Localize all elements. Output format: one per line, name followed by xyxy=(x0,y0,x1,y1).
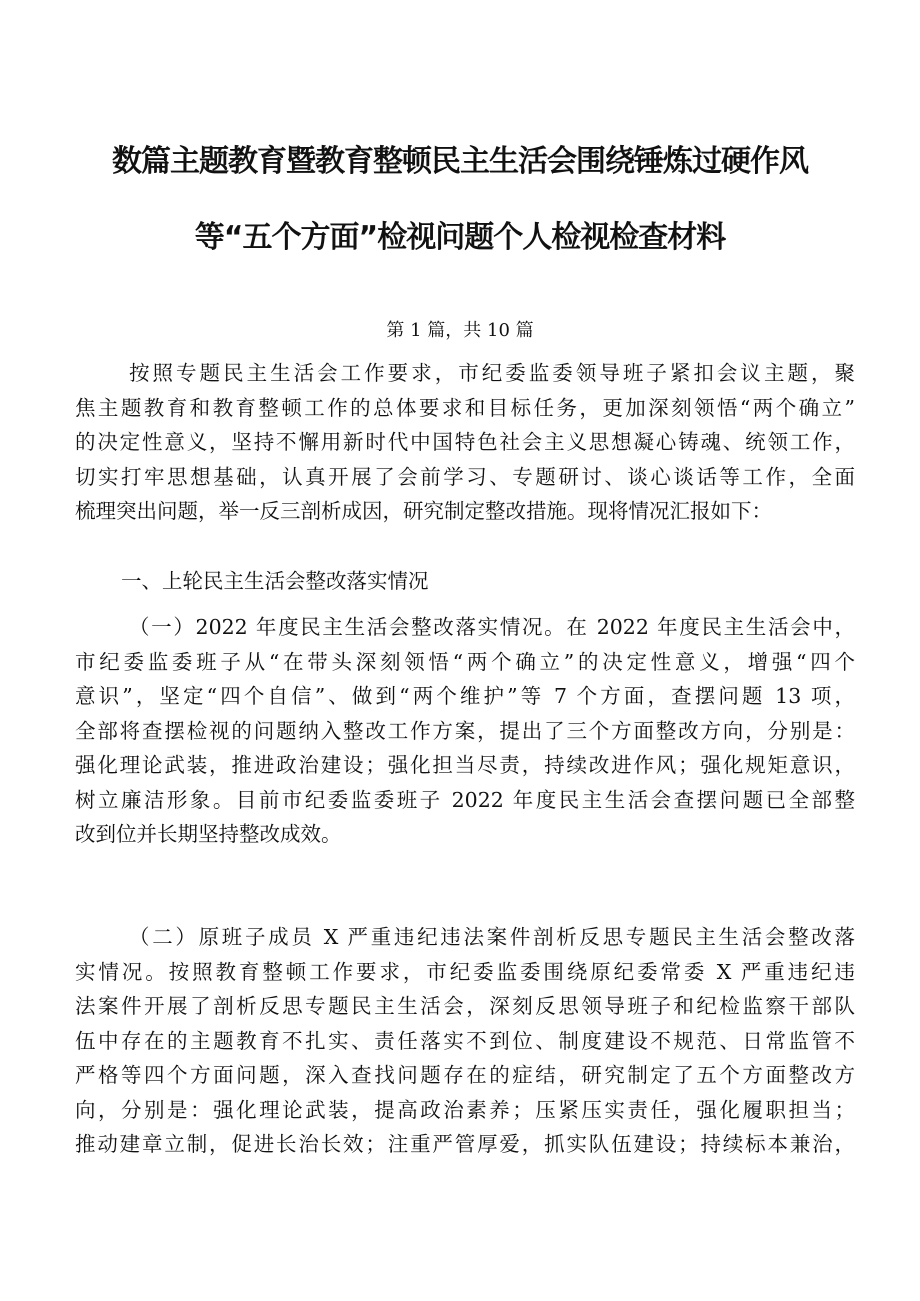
text-line: 按照专题民主生活会工作要求，市纪委监委领导班子紧扣会议主题，聚 xyxy=(129,361,855,385)
text-line: 切实打牢思想基础，认真开展了会前学习、专题研讨、谈心谈话等工作，全面 xyxy=(75,464,855,489)
text-line: 焦主题教育和教育整顿工作的总体要求和目标任务，更加深刻领悟“两个确立” xyxy=(75,395,855,420)
text-line: 树立廉洁形象。目前市纪委监委班子 2022 年度民主生活会查摆问题已全部整 xyxy=(75,787,855,812)
text-line: 市纪委监委班子从“在带头深刻领悟“两个确立”的决定性意义，增强“四个 xyxy=(75,649,855,674)
text-line: 严格等四个方面问题，深入查找问题存在的症结，研究制定了五个方面整改方 xyxy=(75,1063,855,1087)
text-line: 意识”，坚定“四个自信”、做到“两个维护”等 7 个方面，查摆问题 13 项， xyxy=(75,684,855,708)
text-line: 向，分别是：强化理论武装，提高政治素养；压紧压实责任，强化履职担当； xyxy=(75,1097,855,1122)
text-line: 伍中存在的主题教育不扎实、责任落实不到位、制度建设不规范、日常监管不 xyxy=(75,1028,855,1053)
page-counter: 第 1 篇，共 10 篇 xyxy=(386,320,534,341)
text-line: 全部将查摆检视的问题纳入整改工作方案，提出了三个方面整改方向，分别是： xyxy=(75,718,855,743)
text-line: 法案件开展了剖析反思专题民主生活会，深刻反思领导班子和纪检监察干部队 xyxy=(75,994,855,1018)
text-line: 梳理突出问题，举一反三剖析成因，研究制定整改措施。现将情况汇报如下： xyxy=(75,499,772,523)
text-line: （一）2022 年度民主生活会整改落实情况。在 2022 年度民主生活会中， xyxy=(129,615,855,639)
text-line: （二）原班子成员 X 严重违纪违法案件剖析反思专题民主生活会整改落 xyxy=(129,925,855,949)
paragraph-2022-rectification xyxy=(75,610,855,852)
section-heading xyxy=(75,564,855,599)
text-line: 强化理论武装，推进政治建设；强化担当尽责，持续改进作风；强化规矩意识， xyxy=(75,753,855,777)
paragraph-intro xyxy=(75,356,855,529)
section-heading-text: 一、上轮民主生活会整改落实情况 xyxy=(121,569,429,593)
text-line: 的决定性意义，坚持不懈用新时代中国特色社会主义思想凝心铸魂、统领工作， xyxy=(75,430,855,454)
paragraph-case-reflection xyxy=(75,920,855,1162)
text-line: 推动建章立制，促进长治长效；注重严管厚爱，抓实队伍建设；持续标本兼治， xyxy=(75,1132,855,1156)
text-line: 实情况。按照教育整顿工作要求，市纪委监委围绕原纪委常委 X 严重违纪违 xyxy=(75,959,855,984)
document-title-line-2: 等“五个方面”检视问题个人检视检查材料 xyxy=(194,220,726,255)
text-line: 改到位并长期坚持整改成效。 xyxy=(75,822,342,846)
document-title-line-1: 数篇主题教育暨教育整顿民主生活会围绕锤炼过硬作风 xyxy=(112,144,808,179)
